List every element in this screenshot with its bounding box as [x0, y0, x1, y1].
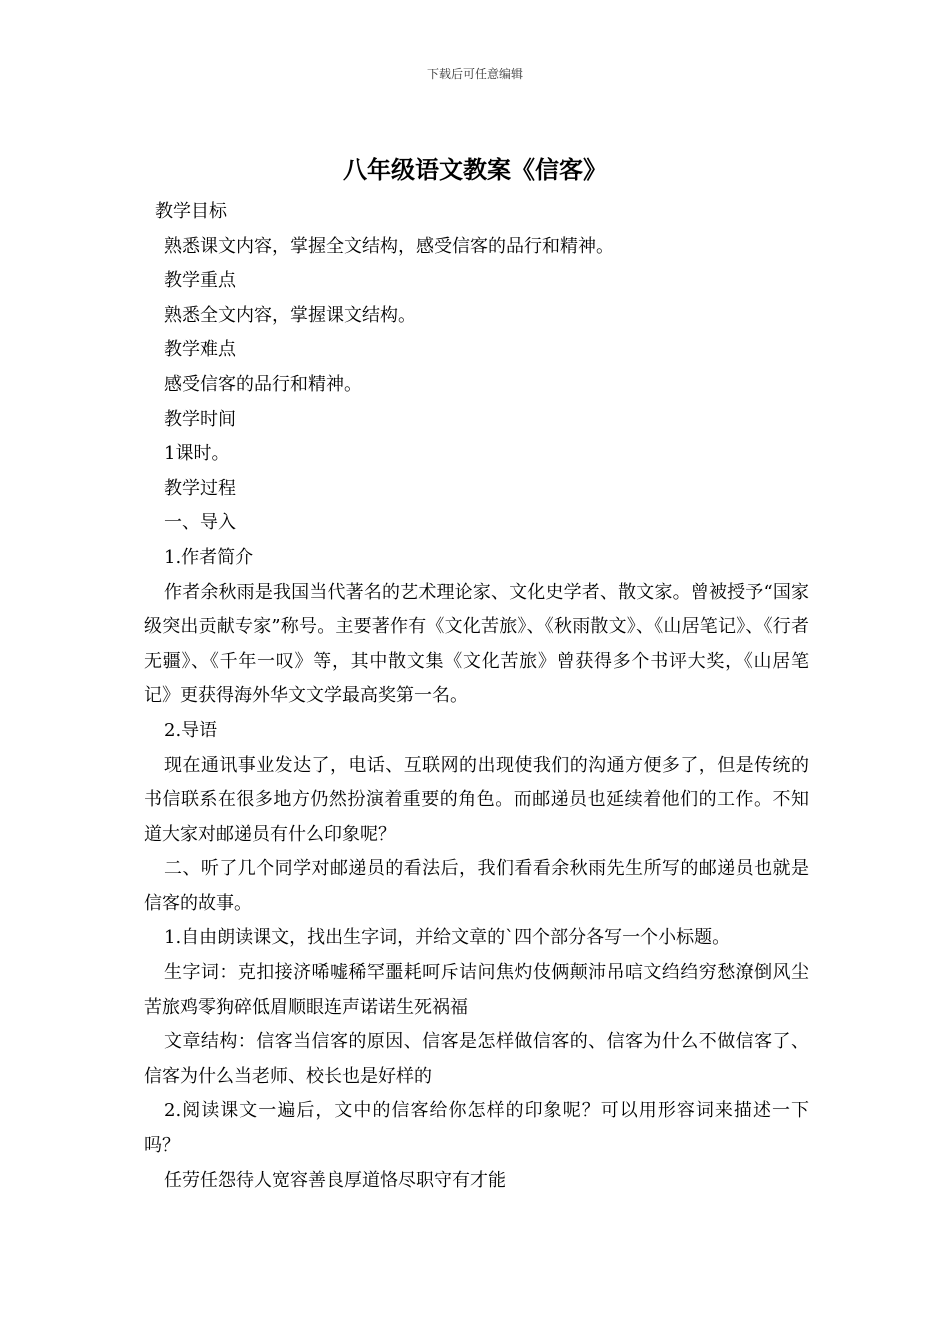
paragraph-vocabulary: 生字词：克扣接济唏嘘稀罕噩耗呵斥诘问焦灼伎俩颠沛吊唁文绉绉穷愁潦倒风尘苦旅鸡零狗碎低眉顺眼连声诺诺生死祸福 — [144, 962, 809, 1018]
section-heading-two: 二、听了几个同学对邮递员的看法后，我们看看余秋雨先生所写的邮递员也就是信客的故事。 — [144, 858, 809, 914]
paragraph-structure: 文章结构：信客当信客的原因、信客是怎样做信客的、信客为什么不做信客了、信客为什么当老师、校长也是好样的 — [144, 1031, 809, 1087]
header-note: 下载后可任意编辑 — [426, 67, 523, 81]
paragraph: 熟悉全文内容，掌握课文结构。 — [164, 304, 416, 326]
subheading-author: 1.作者简介 — [164, 546, 254, 568]
heading-key-points: 教学重点 — [164, 270, 236, 292]
heading-teaching-goals: 教学目标 — [155, 201, 227, 222]
task-impression: 2.阅读课文一遍后，文中的信客给你怎样的印象呢？可以用形容词来描述一下吗？ — [144, 1100, 809, 1157]
heading-teaching-time: 教学时间 — [164, 408, 236, 430]
subheading-lead-in: 2.导语 — [164, 719, 218, 741]
paragraph: 感受信客的品行和精神。 — [164, 373, 362, 395]
heading-teaching-process: 教学过程 — [164, 477, 236, 499]
task-reading: 1.自由朗读课文，找出生字词，并给文章的`四个部分各写一个小标题。 — [164, 927, 731, 949]
document-body — [144, 195, 809, 1198]
paragraph-author-bio: 作者余秋雨是我国当代著名的艺术理论家、文化史学者、散文家。曾被授予“国家级突出贡献专家”称号。主要著作有《文化苦旅》、《秋雨散文》、《山居笔记》、《行者无疆》、《千年一叹》等，其中散文集《文化苦旅》曾获得多个书评大奖，《山居笔记》更获得海外华文文学最高奖第一名。 — [144, 581, 809, 707]
paragraph-lead-in: 现在通讯事业发达了，电话、互联网的出现使我们的沟通方便多了，但是传统的书信联系在很多地方仍然扮演着重要的角色。而邮递员也延续着他们的工作。不知道大家对邮递员有什么印象呢？ — [144, 754, 809, 845]
paragraph: 熟悉课文内容，掌握全文结构，感受信客的品行和精神。 — [164, 235, 614, 257]
section-heading-intro: 一、导入 — [164, 512, 236, 534]
heading-difficult-points: 教学难点 — [164, 339, 236, 361]
paragraph-adjectives: 任劳任怨待人宽容善良厚道恪尽职守有才能 — [164, 1169, 506, 1191]
document-title: 八年级语文教案《信客》 — [343, 155, 607, 184]
paragraph: 1课时。 — [164, 443, 230, 465]
